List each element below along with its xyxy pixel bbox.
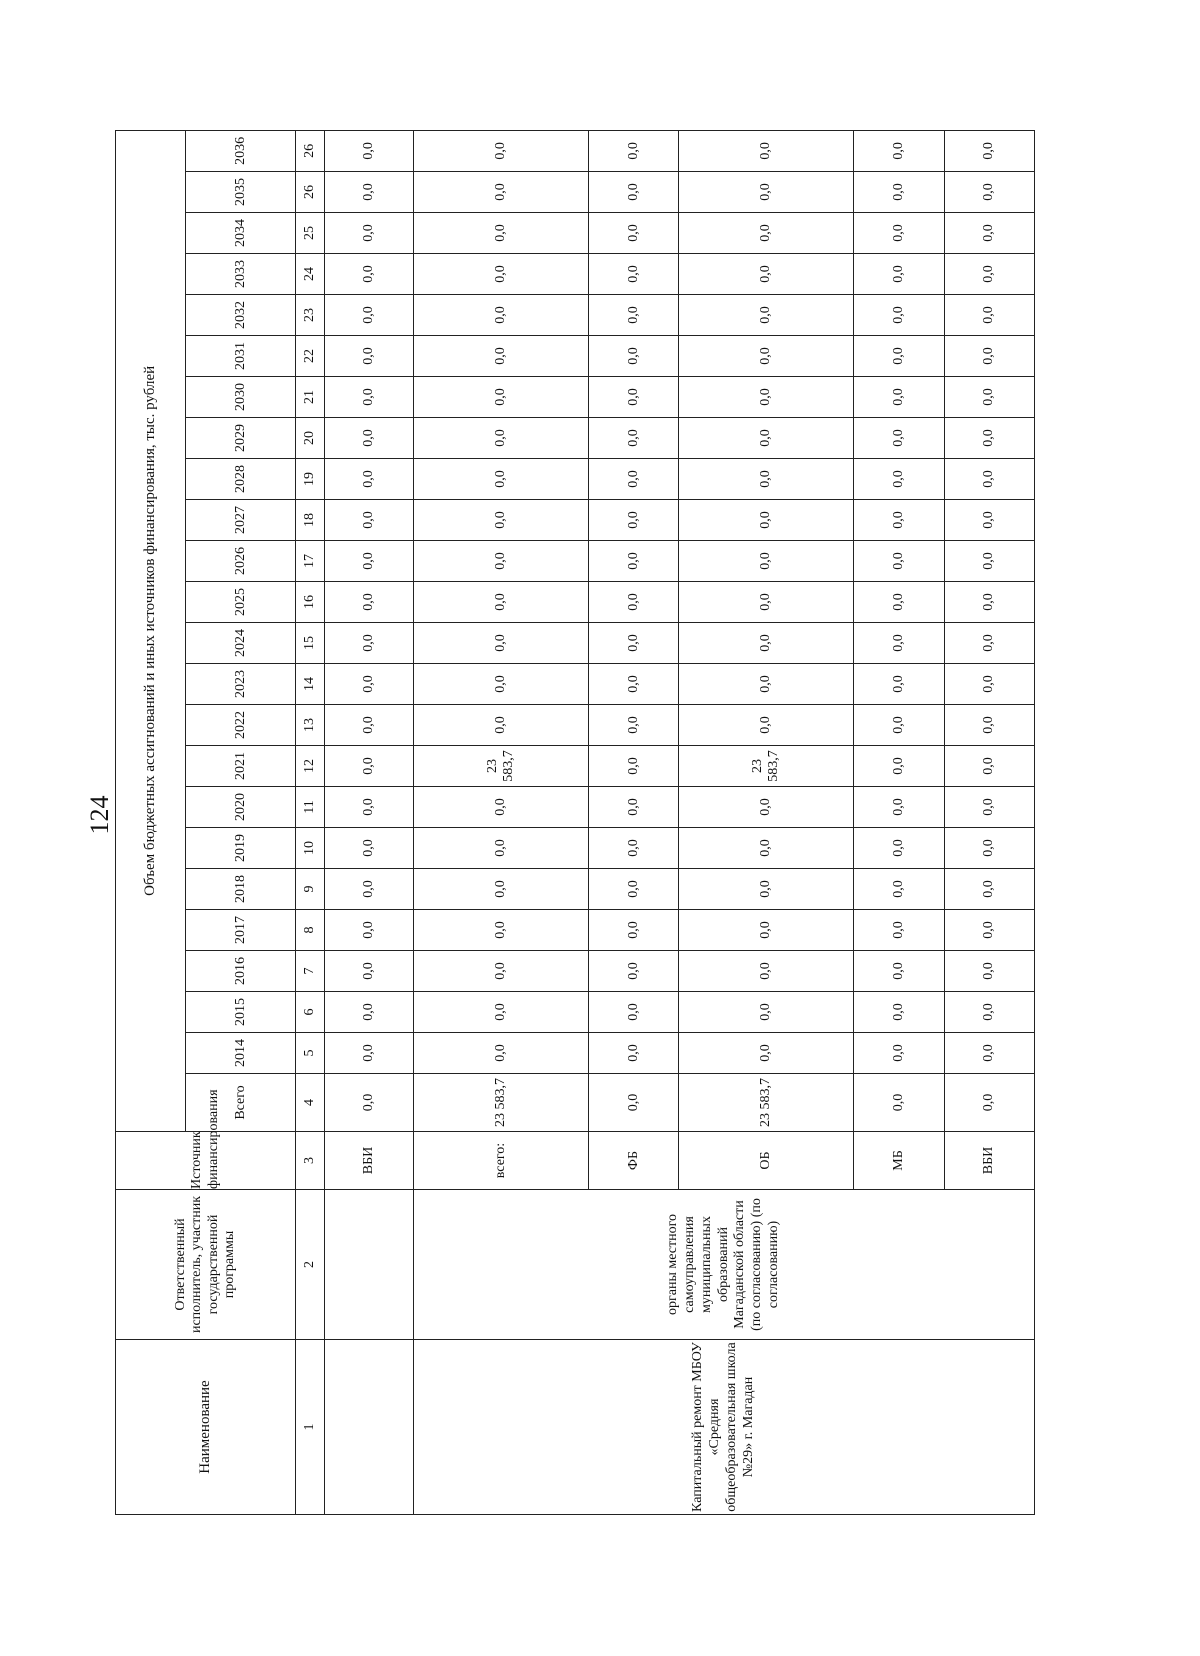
- header-year: 2025: [186, 582, 296, 623]
- value-cell: 0,0: [589, 992, 679, 1033]
- value-cell: 0,0: [589, 377, 679, 418]
- header-year: 2018: [186, 869, 296, 910]
- value-cell: 0,0: [325, 377, 414, 418]
- column-number: 5: [296, 1033, 325, 1074]
- header-volume: Объем бюджетных ассигнований и иных источников финансирования, тыс. рублей: [116, 130, 186, 1131]
- value-cell: 0,0: [589, 254, 679, 295]
- column-number: 3: [296, 1132, 325, 1190]
- value-cell: 0,0: [414, 541, 589, 582]
- source-cell: ВБИ: [325, 1132, 414, 1190]
- value-cell: 0,0: [944, 664, 1034, 705]
- value-cell: 0,0: [589, 869, 679, 910]
- value-cell: 0,0: [325, 746, 414, 787]
- value-cell: 0,0: [414, 500, 589, 541]
- value-cell: 0,0: [679, 459, 854, 500]
- value-cell: 0,0: [589, 705, 679, 746]
- value-cell: 0,0: [854, 582, 944, 623]
- value-cell: 0,0: [854, 418, 944, 459]
- value-cell: 0,0: [414, 130, 589, 171]
- value-cell: 0,0: [414, 459, 589, 500]
- value-cell: 0,0: [325, 213, 414, 254]
- value-cell: 0,0: [854, 869, 944, 910]
- column-number: 18: [296, 500, 325, 541]
- value-cell: 0,0: [854, 459, 944, 500]
- object-name-empty: [325, 1340, 414, 1515]
- total-cell: 0,0: [589, 1074, 679, 1132]
- value-cell: 0,0: [325, 828, 414, 869]
- value-cell: 0,0: [414, 869, 589, 910]
- value-cell: 0,0: [589, 1033, 679, 1074]
- value-cell: 0,0: [325, 705, 414, 746]
- value-cell: 0,0: [944, 254, 1034, 295]
- value-cell: 0,0: [414, 951, 589, 992]
- value-cell: 0,0: [414, 910, 589, 951]
- value-cell: 0,0: [679, 582, 854, 623]
- column-number: 26: [296, 130, 325, 171]
- column-number: 13: [296, 705, 325, 746]
- header-year: 2017: [186, 910, 296, 951]
- rotated-table-wrapper: [115, 130, 1035, 1515]
- header-year: 2024: [186, 623, 296, 664]
- value-cell: 0,0: [679, 910, 854, 951]
- table-row: [325, 130, 414, 1514]
- value-cell: 0,0: [944, 623, 1034, 664]
- value-cell: 0,0: [414, 418, 589, 459]
- value-cell: 0,0: [414, 213, 589, 254]
- value-cell: 0,0: [325, 500, 414, 541]
- value-cell: 0,0: [414, 172, 589, 213]
- value-cell: 0,0: [679, 295, 854, 336]
- value-cell: 0,0: [854, 541, 944, 582]
- value-cell: 0,0: [854, 705, 944, 746]
- header-year: 2033: [186, 254, 296, 295]
- value-cell: 0,0: [679, 992, 854, 1033]
- value-cell: 0,0: [325, 1033, 414, 1074]
- value-cell: 0,0: [589, 582, 679, 623]
- value-cell: 0,0: [944, 1033, 1034, 1074]
- value-cell: 0,0: [944, 213, 1034, 254]
- value-cell: 0,0: [944, 828, 1034, 869]
- source-cell: ФБ: [589, 1132, 679, 1190]
- value-cell: 0,0: [325, 951, 414, 992]
- value-cell: 0,0: [414, 336, 589, 377]
- value-cell: 0,0: [679, 664, 854, 705]
- value-cell: 0,0: [589, 664, 679, 705]
- header-year: 2021: [186, 746, 296, 787]
- value-cell: 0,0: [854, 377, 944, 418]
- value-cell: 0,0: [589, 172, 679, 213]
- value-cell: 0,0: [679, 377, 854, 418]
- column-number: 20: [296, 418, 325, 459]
- value-cell: 0,0: [325, 992, 414, 1033]
- header-year: 2028: [186, 459, 296, 500]
- value-cell: 0,0: [679, 541, 854, 582]
- value-cell: 0,0: [325, 418, 414, 459]
- header-year: 2027: [186, 500, 296, 541]
- value-cell: 0,0: [679, 172, 854, 213]
- header-year: 2014: [186, 1033, 296, 1074]
- header-year: 2036: [186, 130, 296, 171]
- value-cell: 0,0: [944, 992, 1034, 1033]
- header-year: 2035: [186, 172, 296, 213]
- header-year: 2030: [186, 377, 296, 418]
- column-number: 2: [296, 1190, 325, 1340]
- value-cell: 0,0: [854, 213, 944, 254]
- value-cell: 0,0: [325, 130, 414, 171]
- column-number: 16: [296, 582, 325, 623]
- column-number: 8: [296, 910, 325, 951]
- value-cell: 0,0: [854, 664, 944, 705]
- value-cell: 0,0: [325, 623, 414, 664]
- value-cell: 0,0: [325, 459, 414, 500]
- value-cell: 0,0: [944, 336, 1034, 377]
- value-cell: 0,0: [414, 828, 589, 869]
- value-cell: 0,0: [589, 418, 679, 459]
- value-cell: 0,0: [325, 295, 414, 336]
- value-cell: 0,0: [325, 869, 414, 910]
- header-total: Всего: [186, 1074, 296, 1132]
- value-cell: 0,0: [944, 418, 1034, 459]
- column-number: 4: [296, 1074, 325, 1132]
- value-cell: 0,0: [944, 172, 1034, 213]
- value-cell: 0,0: [414, 582, 589, 623]
- value-cell: 0,0: [679, 828, 854, 869]
- value-cell: 0,0: [944, 500, 1034, 541]
- budget-table: [115, 130, 1035, 1515]
- header-executor: Ответственный исполнитель, участник государственной программы: [116, 1190, 296, 1340]
- column-number: 22: [296, 336, 325, 377]
- header-year: 2031: [186, 336, 296, 377]
- value-cell: 0,0: [944, 787, 1034, 828]
- source-cell: ВБИ: [944, 1132, 1034, 1190]
- value-cell: 0,0: [854, 623, 944, 664]
- value-cell: 0,0: [944, 130, 1034, 171]
- source-cell: ОБ: [679, 1132, 854, 1190]
- header-year: 2029: [186, 418, 296, 459]
- value-cell: 0,0: [854, 295, 944, 336]
- value-cell: 0,0: [679, 705, 854, 746]
- value-cell: 0,0: [679, 787, 854, 828]
- column-number: 10: [296, 828, 325, 869]
- value-cell: 0,0: [944, 582, 1034, 623]
- executor-empty: [325, 1190, 414, 1340]
- value-cell: 0,0: [854, 787, 944, 828]
- value-cell: 0,0: [589, 623, 679, 664]
- value-cell: 0,0: [944, 541, 1034, 582]
- value-cell: 0,0: [679, 418, 854, 459]
- header-year: 2034: [186, 213, 296, 254]
- value-cell: 0,0: [854, 130, 944, 171]
- value-cell: 23 583,7: [414, 746, 589, 787]
- source-cell: МБ: [854, 1132, 944, 1190]
- object-name: Капитальный ремонт МБОУ «Средняя общеобразовательная школа №29» г. Магадан: [414, 1340, 1035, 1515]
- value-cell: 0,0: [679, 213, 854, 254]
- header-year: 2019: [186, 828, 296, 869]
- value-cell: 0,0: [944, 377, 1034, 418]
- table-row: [414, 130, 589, 1514]
- total-cell: 23 583,7: [414, 1074, 589, 1132]
- value-cell: 0,0: [325, 172, 414, 213]
- value-cell: 0,0: [944, 705, 1034, 746]
- header-year: 2032: [186, 295, 296, 336]
- column-number: 25: [296, 213, 325, 254]
- value-cell: 0,0: [944, 459, 1034, 500]
- column-number: 12: [296, 746, 325, 787]
- column-number: 9: [296, 869, 325, 910]
- value-cell: 0,0: [589, 295, 679, 336]
- total-cell: 0,0: [854, 1074, 944, 1132]
- value-cell: 0,0: [414, 377, 589, 418]
- header-year: 2016: [186, 951, 296, 992]
- source-cell: всего:: [414, 1132, 589, 1190]
- executor-name: органы местного самоуправления муниципальных образований Магаданской области (по согласованию) (по согласованию): [414, 1190, 1035, 1340]
- value-cell: 0,0: [854, 500, 944, 541]
- value-cell: 0,0: [944, 910, 1034, 951]
- header-year: 2015: [186, 992, 296, 1033]
- value-cell: 0,0: [854, 254, 944, 295]
- value-cell: 0,0: [854, 910, 944, 951]
- column-number: 7: [296, 951, 325, 992]
- value-cell: 0,0: [854, 992, 944, 1033]
- value-cell: 0,0: [679, 951, 854, 992]
- value-cell: 0,0: [854, 828, 944, 869]
- value-cell: 0,0: [944, 295, 1034, 336]
- total-cell: 23 583,7: [679, 1074, 854, 1132]
- value-cell: 0,0: [589, 951, 679, 992]
- column-number: 11: [296, 787, 325, 828]
- value-cell: 0,0: [414, 254, 589, 295]
- column-number: 6: [296, 992, 325, 1033]
- header-year: 2023: [186, 664, 296, 705]
- value-cell: 0,0: [589, 746, 679, 787]
- value-cell: 0,0: [589, 130, 679, 171]
- value-cell: 0,0: [679, 500, 854, 541]
- column-number: 19: [296, 459, 325, 500]
- value-cell: 0,0: [679, 1033, 854, 1074]
- value-cell: 0,0: [414, 623, 589, 664]
- header-source: Источник финансирования: [116, 1132, 296, 1190]
- value-cell: 0,0: [854, 951, 944, 992]
- value-cell: 23 583,7: [679, 746, 854, 787]
- header-name: Наименование: [116, 1340, 296, 1515]
- value-cell: 0,0: [854, 172, 944, 213]
- value-cell: 0,0: [589, 828, 679, 869]
- value-cell: 0,0: [589, 336, 679, 377]
- value-cell: 0,0: [589, 910, 679, 951]
- value-cell: 0,0: [854, 746, 944, 787]
- value-cell: 0,0: [854, 1033, 944, 1074]
- value-cell: 0,0: [325, 664, 414, 705]
- value-cell: 0,0: [944, 951, 1034, 992]
- value-cell: 0,0: [325, 582, 414, 623]
- column-number: 17: [296, 541, 325, 582]
- value-cell: 0,0: [679, 869, 854, 910]
- value-cell: 0,0: [589, 500, 679, 541]
- value-cell: 0,0: [325, 787, 414, 828]
- value-cell: 0,0: [414, 992, 589, 1033]
- column-number: 21: [296, 377, 325, 418]
- value-cell: 0,0: [325, 541, 414, 582]
- value-cell: 0,0: [944, 746, 1034, 787]
- value-cell: 0,0: [414, 1033, 589, 1074]
- value-cell: 0,0: [679, 254, 854, 295]
- value-cell: 0,0: [944, 869, 1034, 910]
- value-cell: 0,0: [589, 541, 679, 582]
- header-year: 2026: [186, 541, 296, 582]
- header-year: 2020: [186, 787, 296, 828]
- value-cell: 0,0: [679, 130, 854, 171]
- value-cell: 0,0: [414, 705, 589, 746]
- column-number: 15: [296, 623, 325, 664]
- header-year: 2022: [186, 705, 296, 746]
- column-number: 24: [296, 254, 325, 295]
- column-number: 23: [296, 295, 325, 336]
- value-cell: 0,0: [589, 459, 679, 500]
- value-cell: 0,0: [589, 213, 679, 254]
- column-number: 14: [296, 664, 325, 705]
- value-cell: 0,0: [325, 336, 414, 377]
- value-cell: 0,0: [414, 664, 589, 705]
- value-cell: 0,0: [414, 787, 589, 828]
- value-cell: 0,0: [589, 787, 679, 828]
- value-cell: 0,0: [414, 295, 589, 336]
- value-cell: 0,0: [679, 623, 854, 664]
- value-cell: 0,0: [679, 336, 854, 377]
- total-cell: 0,0: [325, 1074, 414, 1132]
- column-number: 26: [296, 172, 325, 213]
- value-cell: 0,0: [325, 254, 414, 295]
- value-cell: 0,0: [325, 910, 414, 951]
- value-cell: 0,0: [854, 336, 944, 377]
- page-number: 124: [85, 795, 114, 835]
- column-number: 1: [296, 1340, 325, 1515]
- total-cell: 0,0: [944, 1074, 1034, 1132]
